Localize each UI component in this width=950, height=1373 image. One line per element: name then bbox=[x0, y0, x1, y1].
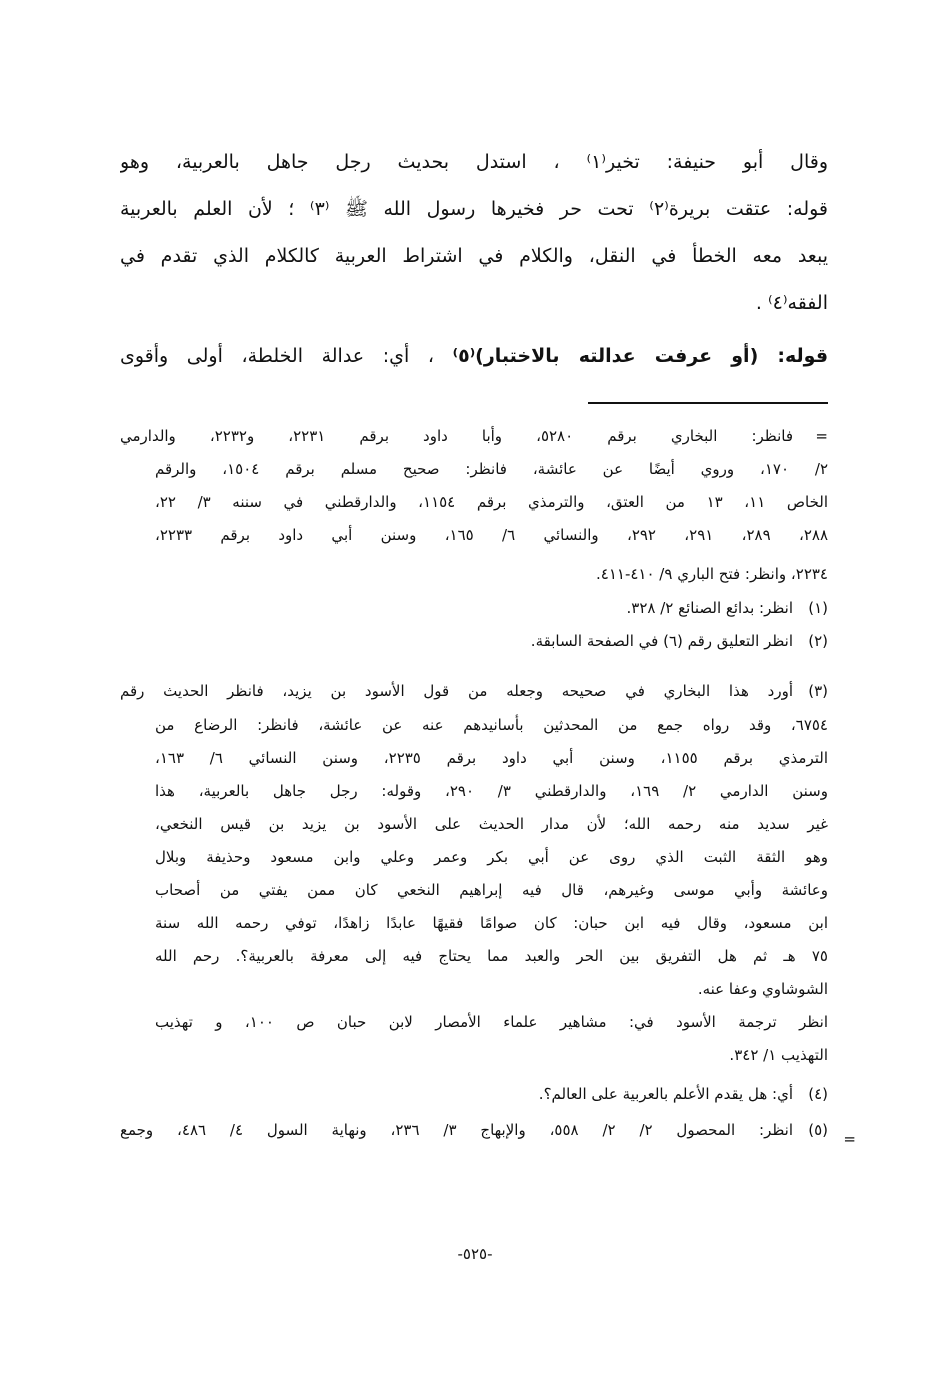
footnote-line: الشوشاوي وعفا عنه. bbox=[697, 980, 828, 998]
footnote-number: (٤) bbox=[808, 1085, 828, 1103]
footnote-line: الترمذي برقم ١١٥٥، وسنن أبي داود برقم ٢٢٣٥، وسنن النسائي ٦/ ١٦٣، bbox=[155, 749, 828, 767]
footnote-line: ٧٥ هـ ثم هل التفريق بين الحر والعبد مما يحتاج فيه إلى معرفة بالعربية؟. رحم الله bbox=[155, 947, 828, 965]
footnote-1 bbox=[120, 594, 828, 622]
footnote-number: (٣) bbox=[808, 682, 828, 700]
footnote-line: الخاص ١١، ١٣ من العتق، والترمذي برقم ١١٥٤، والدارقطني في سننه ٣/ ٢٢، bbox=[155, 493, 828, 511]
footnote-line: ابن مسعود، وقال فيه ابن حبان: كان صوامًا فقيهًا عابدًا زاهدًا، توفي رحمه الله سنة bbox=[155, 914, 828, 932]
footnote-line: انظر: بدائع الصنائع ٢/ ٣٢٨. bbox=[626, 599, 793, 617]
page-number: -٥٢٥- bbox=[457, 1245, 493, 1263]
footnote-continuation bbox=[120, 422, 828, 450]
footnote-number: (٥) bbox=[808, 1121, 828, 1139]
footnote-line: وسنن الدارمي ٢/ ١٦٩، والدارقطني ٣/ ٢٩٠، وقوله: رجل جاهل بالعربية، هذا bbox=[155, 782, 828, 800]
footnote-separator bbox=[588, 402, 828, 404]
footnote-line: وعائشة وأبي موسى وغيرهم، قال فيه إبراهيم النخعي كان ممن يفتي من أصحاب bbox=[155, 881, 828, 899]
footnote-2 bbox=[120, 627, 828, 655]
footnote-line: غير سديد منه رحمه الله؛ لأن مدار الحديث على الأسود بن يزيد بن قيس النخعي، bbox=[155, 815, 828, 833]
quoted-phrase: قوله: (أو عرفت عدالته بالاختبار)⁽٥⁾ bbox=[452, 345, 828, 367]
footnote-line: فانظر: البخاري برقم ٥٢٨٠، وأبا داود برقم ٢٢٣١، و٢٢٣٢، والدارمي bbox=[120, 427, 793, 445]
main-line: قوله: عتقت بريرة⁽٢⁾ تحت حر فخيرها رسول الله ﷺ ⁽٣⁾ ؛ لأن العلم بالعربية bbox=[120, 198, 828, 220]
main-line-second-paragraph bbox=[120, 338, 828, 374]
footnote-4 bbox=[120, 1080, 828, 1108]
footnote-line: ٦٧٥٤، وقد رواه جمع من المحدثين بأسانيدهم عنه عن عائشة، فانظر: الرضاع من bbox=[155, 716, 828, 734]
continuation-marker: = bbox=[815, 427, 828, 445]
footnote-line: ٢٨٨، ٢٨٩، ٢٩١، ٢٩٢، والنسائي ٦/ ١٦٥، وسنن أبي داود برقم ٢٢٣٣، bbox=[155, 526, 828, 544]
footnote-line: التهذيب ١/ ٣٤٢. bbox=[729, 1046, 828, 1064]
footnote-line: أورد هذا البخاري في صحيحه وجعله من قول الأسود بن يزيد، فانظر الحديث رقم bbox=[120, 682, 793, 700]
footnote-5 bbox=[120, 1116, 828, 1144]
commentary: ، أي: عدالة الخلطة، أولى وأقوى bbox=[120, 345, 434, 367]
footnote-line: أي: هل يقدم الأعلم بالعربية على العالم؟. bbox=[538, 1085, 793, 1103]
next-page-marker: = bbox=[843, 1130, 856, 1148]
footnote-line: ٢/ ١٧٠، وروي أيضًا عن عائشة، فانظر: صحيح مسلم برقم ١٥٠٤، والرقم bbox=[155, 460, 828, 478]
footnote-line: وهو الثقة الثبت الذي روى عن أبي بكر وعمر وعلي وابن مسعود وحذيفة وبلال bbox=[155, 848, 828, 866]
footnote-number: (٢) bbox=[808, 632, 828, 650]
main-line: وقال أبو حنيفة: تخير⁽١⁾ ، استدل بحديث رجل جاهل بالعربية، وهو bbox=[120, 151, 828, 173]
footnote-line: انظر ترجمة الأسود في: مشاهير علماء الأمصار لابن حبان ص ١٠٠، و تهذيب bbox=[155, 1013, 828, 1031]
footnote-line: انظر: المحصول ٢/ ٢/ ٥٥٨، والإبهاج ٣/ ٢٣٦، ونهاية السول ٤/ ٤٨٦، وجمع bbox=[120, 1121, 794, 1139]
footnote-line: انظر التعليق رقم (٦) في الصفحة السابقة. bbox=[530, 632, 793, 650]
footnote-line: ٢٢٣٤، وانظر: فتح الباري ٩/ ٤١٠-٤١١. bbox=[595, 565, 828, 583]
footnote-3 bbox=[120, 677, 828, 705]
footnote-number: (١) bbox=[808, 599, 828, 617]
main-line: الفقه⁽٤⁾ . bbox=[755, 292, 828, 314]
main-line: يبعد معه الخطأ في النقل، والكلام في اشتراط العربية كالكلام الذي تقدم في bbox=[120, 245, 828, 267]
